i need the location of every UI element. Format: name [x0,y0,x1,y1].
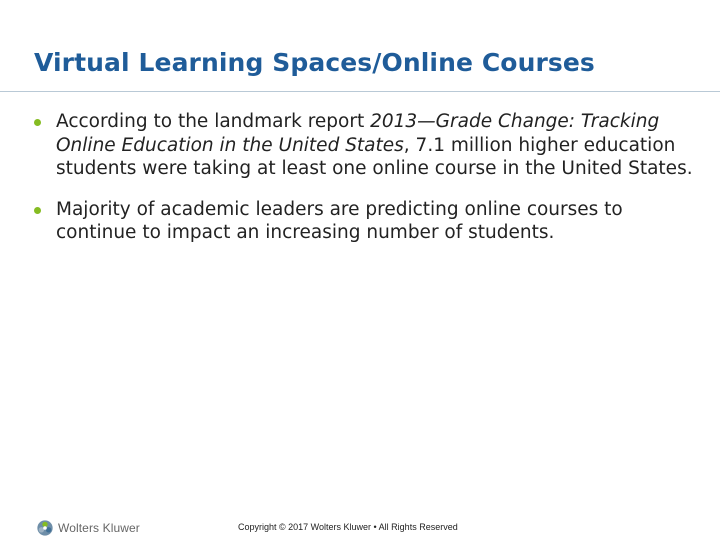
wolters-kluwer-logo-icon [36,519,54,537]
footer-logo [36,519,140,537]
bullet-text-tail: , 7.1 million higher education students were taking at least one online course in the United States. [56,134,693,179]
bullet-list [34,110,694,262]
bullet-dot-icon [34,207,41,214]
copyright-notice: Copyright © 2017 Wolters Kluwer • All Rights Reserved [238,522,458,532]
bullet-item [34,110,694,181]
bullet-text-lead: According to the landmark report [56,111,371,132]
title-divider [0,91,720,92]
bullet-text: Majority of academic leaders are predicting online courses to continue to impact an increasing number of students. [56,198,623,243]
bullet-item [34,198,694,245]
report-title: 2013—Grade Change: Tracking Online Education in the United States [56,111,660,156]
slide-title: Virtual Learning Spaces/Online Courses [34,48,595,77]
bullet-dot-icon [34,119,41,126]
logo-text: Wolters Kluwer [58,521,140,535]
